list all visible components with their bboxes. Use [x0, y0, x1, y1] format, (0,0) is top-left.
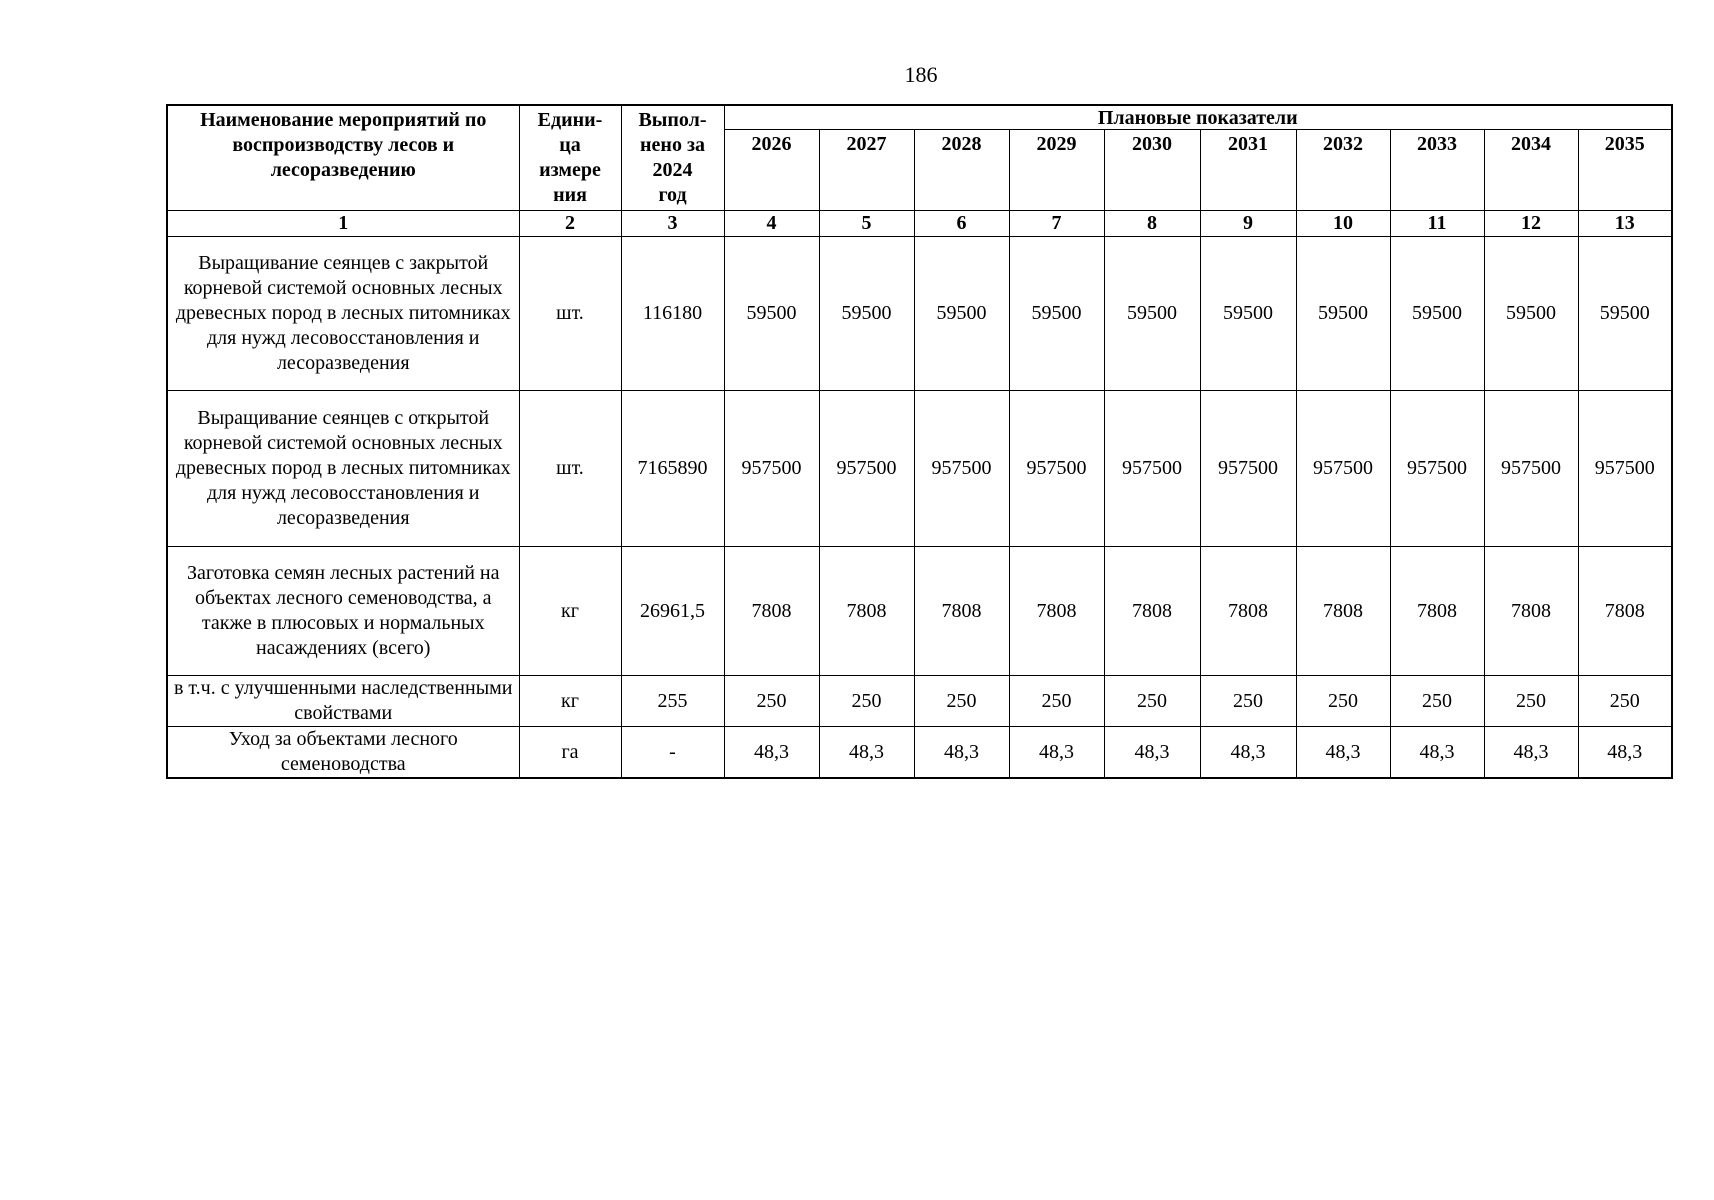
column-number: 13 [1578, 211, 1672, 237]
column-number: 11 [1390, 211, 1484, 237]
column-number: 12 [1484, 211, 1578, 237]
value-cell: 957500 [1484, 391, 1578, 547]
value-cell: 7808 [819, 547, 914, 676]
header-done-line: 2024 [652, 159, 693, 181]
header-year: 2031 [1200, 130, 1296, 211]
column-number: 2 [519, 211, 621, 237]
value-cell: 250 [1200, 676, 1296, 727]
value-cell: 48,3 [1296, 727, 1390, 779]
value-cell: 7808 [1296, 547, 1390, 676]
value-cell: 957500 [1009, 391, 1104, 547]
planned-indicators-table [166, 104, 1673, 779]
column-number: 6 [914, 211, 1009, 237]
value-cell: 59500 [1390, 237, 1484, 391]
column-number: 10 [1296, 211, 1390, 237]
value-cell: 250 [1104, 676, 1200, 727]
header-done-2024 [621, 105, 724, 211]
column-number: 8 [1104, 211, 1200, 237]
value-cell: 250 [1484, 676, 1578, 727]
value-cell: 250 [914, 676, 1009, 727]
value-cell: 7808 [724, 547, 819, 676]
value-cell: 48,3 [1578, 727, 1672, 779]
value-cell: 59500 [819, 237, 914, 391]
header-year: 2026 [724, 130, 819, 211]
header-done-line: год [658, 184, 687, 206]
value-cell: 250 [1390, 676, 1484, 727]
value-cell: 48,3 [1104, 727, 1200, 779]
value-cell: 59500 [1296, 237, 1390, 391]
column-number: 4 [724, 211, 819, 237]
header-year: 2028 [914, 130, 1009, 211]
unit-cell: шт. [519, 391, 621, 547]
column-number: 5 [819, 211, 914, 237]
unit-cell: кг [519, 547, 621, 676]
activity-name: Уход за объектами лесного семеноводства [167, 727, 519, 779]
value-cell: 48,3 [1200, 727, 1296, 779]
unit-cell: га [519, 727, 621, 779]
value-cell: 48,3 [1390, 727, 1484, 779]
header-year: 2029 [1009, 130, 1104, 211]
value-cell: 7808 [1200, 547, 1296, 676]
value-cell: 250 [724, 676, 819, 727]
header-year: 2033 [1390, 130, 1484, 211]
header-unit-line: ния [553, 184, 587, 206]
value-cell: 7808 [914, 547, 1009, 676]
header-unit-line: Едини- [537, 109, 603, 131]
header-row-1 [167, 105, 1672, 130]
done-cell: 255 [621, 676, 724, 727]
value-cell: 7808 [1009, 547, 1104, 676]
value-cell: 48,3 [724, 727, 819, 779]
page-number: 186 [904, 62, 938, 87]
done-cell: 116180 [621, 237, 724, 391]
value-cell: 7808 [1104, 547, 1200, 676]
done-cell: 26961,5 [621, 547, 724, 676]
activity-name: Выращивание сеянцев с закрытой корневой системой основных лесных древесных пород в лесных питомниках для нужд лесовосстановления и лесоразведения [167, 237, 519, 391]
header-year: 2034 [1484, 130, 1578, 211]
column-number: 9 [1200, 211, 1296, 237]
value-cell: 59500 [724, 237, 819, 391]
table-row [167, 676, 1672, 727]
value-cell: 59500 [1200, 237, 1296, 391]
value-cell: 59500 [1009, 237, 1104, 391]
header-year: 2030 [1104, 130, 1200, 211]
unit-cell: кг [519, 676, 621, 727]
header-unit-line: измере [539, 159, 601, 181]
value-cell: 957500 [1390, 391, 1484, 547]
value-cell: 957500 [1296, 391, 1390, 547]
value-cell: 48,3 [1009, 727, 1104, 779]
table-row [167, 547, 1672, 676]
header-year: 2035 [1578, 130, 1672, 211]
header-unit [519, 105, 621, 211]
value-cell: 957500 [1200, 391, 1296, 547]
header-planned-indicators: Плановые показатели [724, 105, 1672, 130]
value-cell: 59500 [1104, 237, 1200, 391]
value-cell: 59500 [1484, 237, 1578, 391]
value-cell: 957500 [724, 391, 819, 547]
value-cell: 48,3 [1484, 727, 1578, 779]
value-cell: 250 [1578, 676, 1672, 727]
header-done-line: Выпол- [638, 109, 707, 131]
value-cell: 48,3 [914, 727, 1009, 779]
value-cell: 7808 [1578, 547, 1672, 676]
activity-name: Заготовка семян лесных растений на объектах лесного семеноводства, а также в плюсовых и нормальных насаждениях (всего) [167, 547, 519, 676]
table-row [167, 727, 1672, 779]
header-unit-line: ца [559, 134, 581, 156]
column-number-row [167, 211, 1672, 237]
column-number: 3 [621, 211, 724, 237]
column-number: 1 [167, 211, 519, 237]
table-row [167, 391, 1672, 547]
header-year: 2032 [1296, 130, 1390, 211]
column-number: 7 [1009, 211, 1104, 237]
value-cell: 59500 [914, 237, 1009, 391]
header-done-line: нено за [640, 134, 705, 156]
value-cell: 7808 [1390, 547, 1484, 676]
value-cell: 250 [819, 676, 914, 727]
value-cell: 957500 [1578, 391, 1672, 547]
value-cell: 957500 [914, 391, 1009, 547]
activity-name: Выращивание сеянцев с открытой корневой системой основных лесных древесных пород в лесных питомниках для нужд лесовосстановления и лесоразведения [167, 391, 519, 547]
done-cell: - [621, 727, 724, 779]
table-row [167, 237, 1672, 391]
header-year: 2027 [819, 130, 914, 211]
unit-cell: шт. [519, 237, 621, 391]
value-cell: 250 [1296, 676, 1390, 727]
header-name: Наименование мероприятий по воспроизводству лесов и лесоразведению [167, 105, 519, 211]
value-cell: 7808 [1484, 547, 1578, 676]
done-cell: 7165890 [621, 391, 724, 547]
value-cell: 957500 [819, 391, 914, 547]
value-cell: 59500 [1578, 237, 1672, 391]
value-cell: 250 [1009, 676, 1104, 727]
value-cell: 957500 [1104, 391, 1200, 547]
activity-name: в т.ч. с улучшенными наследственными свойствами [167, 676, 519, 727]
value-cell: 48,3 [819, 727, 914, 779]
